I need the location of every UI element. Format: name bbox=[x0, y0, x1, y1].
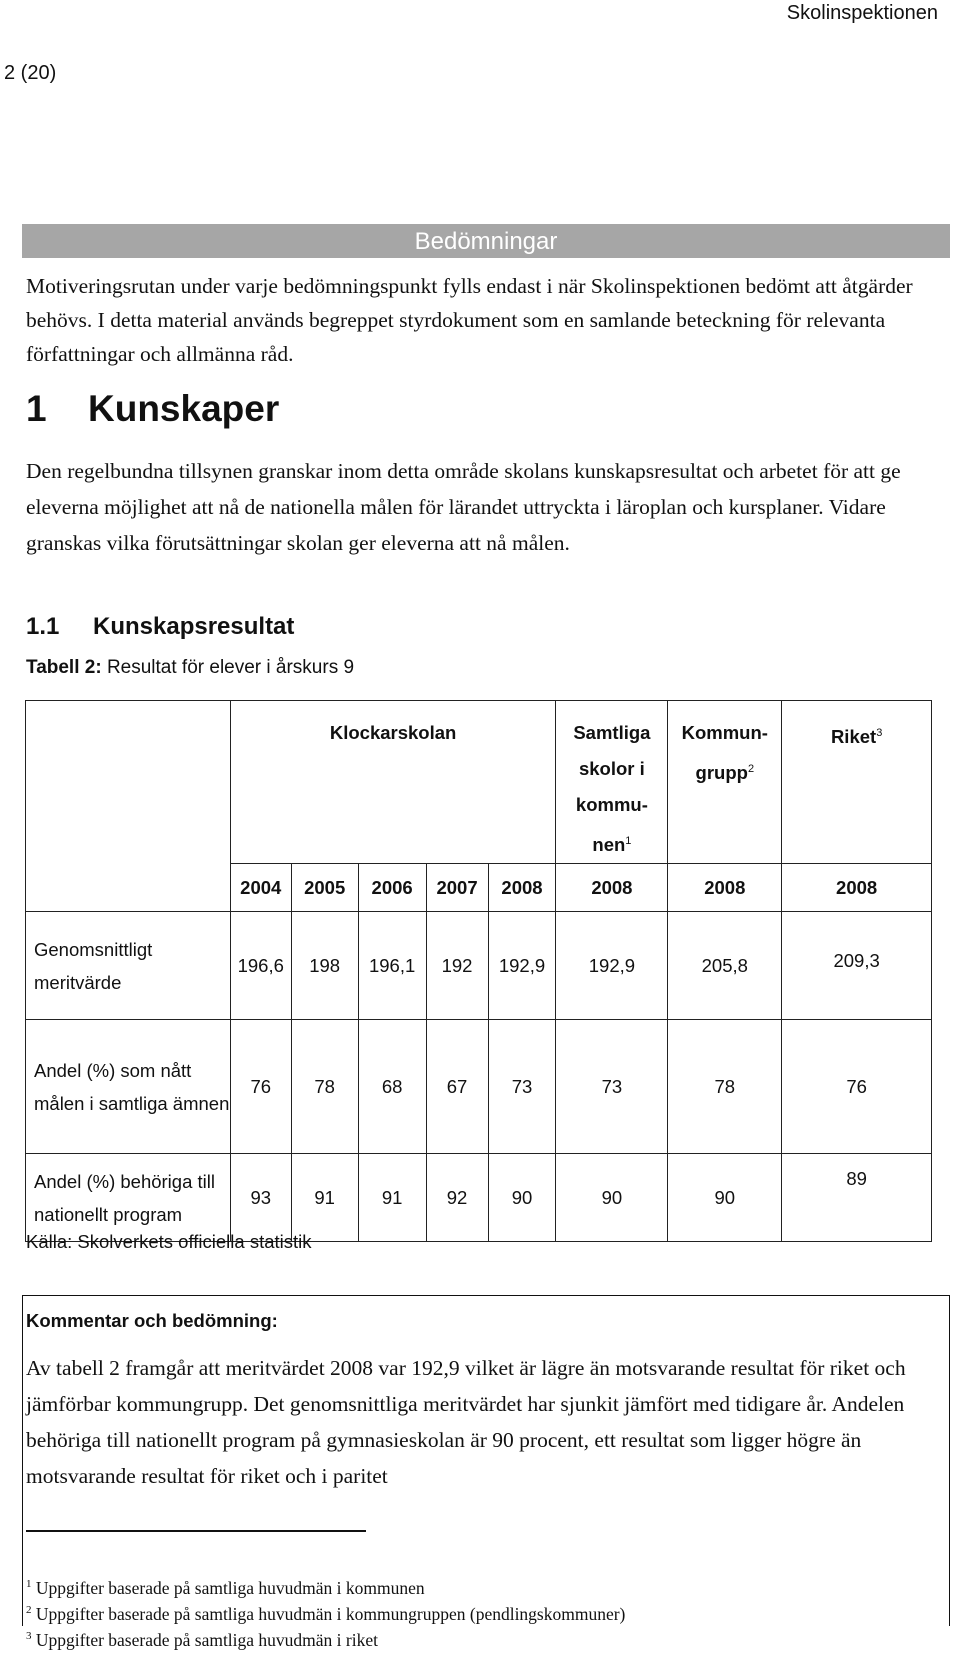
table-cell: 92 bbox=[426, 1154, 488, 1242]
header-municipality bbox=[556, 701, 668, 864]
table-cell: 91 bbox=[358, 1154, 426, 1242]
results-table bbox=[25, 700, 932, 1242]
subheading-number: 1.1 bbox=[26, 613, 60, 640]
table-row bbox=[26, 912, 932, 1020]
table-row bbox=[26, 1020, 932, 1154]
footnote-mark: 2 bbox=[26, 1604, 32, 1617]
footnote-text: Uppgifter baserade på samtliga huvudmän i kommunen bbox=[31, 1578, 425, 1598]
intro-paragraph: Motiveringsrutan under varje bedömningspunkt fylls endast i när Skolinspektionen bedömt att åtgärder behövs. I detta material används begreppet styrdokument som en samlande beteckning för relevanta författningar och allmänna råd. bbox=[26, 274, 913, 366]
table-corner-cell bbox=[26, 701, 231, 912]
year-cell: 2008 bbox=[488, 864, 556, 912]
table-cell: 192,9 bbox=[488, 912, 556, 1020]
comment-box bbox=[22, 1295, 950, 1626]
row-label: Genomsnittligt meritvärde bbox=[26, 912, 231, 1020]
footnote-ref-2: 2 bbox=[747, 763, 755, 775]
footnote-text: Uppgifter baserade på samtliga huvudmän i kommungruppen (pendlingskommuner) bbox=[31, 1604, 626, 1624]
footnote-mark: 1 bbox=[26, 1578, 32, 1591]
heading-number: 1 bbox=[26, 388, 47, 429]
footnote-ref-3: 3 bbox=[876, 727, 883, 739]
table-cell: 76 bbox=[782, 1020, 932, 1154]
heading-title: Kunskaper bbox=[88, 388, 280, 429]
table-cell: 198 bbox=[291, 912, 358, 1020]
footnote bbox=[26, 1604, 625, 1625]
table-cell: 68 bbox=[358, 1020, 426, 1154]
header-school: Klockarskolan bbox=[230, 701, 556, 864]
row-label: Andel (%) behöriga till nationellt program bbox=[26, 1154, 231, 1242]
organization-name: Skolinspektionen bbox=[786, 2, 938, 24]
footnote-divider bbox=[26, 1530, 366, 1532]
footnote bbox=[26, 1578, 425, 1599]
year-cell: 2008 bbox=[668, 864, 782, 912]
table-caption-text: Resultat för elever i årskurs 9 bbox=[101, 657, 355, 678]
header-group bbox=[668, 701, 782, 864]
table-header-row bbox=[26, 701, 932, 864]
year-cell: 2006 bbox=[358, 864, 426, 912]
table-cell: 73 bbox=[488, 1020, 556, 1154]
table-cell: 93 bbox=[230, 1154, 291, 1242]
table-cell: 192 bbox=[426, 912, 488, 1020]
footnote-text: Uppgifter baserade på samtliga huvudmän i riket bbox=[31, 1630, 378, 1650]
footnote bbox=[26, 1630, 378, 1651]
row-label: Andel (%) som nått målen i samtliga ämnen bbox=[26, 1020, 231, 1154]
table-cell: 90 bbox=[556, 1154, 668, 1242]
table-cell: 196,6 bbox=[230, 912, 291, 1020]
year-cell: 2005 bbox=[291, 864, 358, 912]
year-cell: 2004 bbox=[230, 864, 291, 912]
table-cell: 67 bbox=[426, 1020, 488, 1154]
heading-kunskapsresultat bbox=[26, 613, 294, 641]
kunskaper-paragraph: Den regelbundna tillsynen granskar inom detta område skolans kunskapsresultat och arbetet för att ge eleverna möjlighet att nå de nationella målen för lärandet uttryckta i läroplan och kursplaner. Vidare granskas vilka förutsättningar skolan ger eleverna att nå målen. bbox=[26, 459, 901, 555]
table-cell: 90 bbox=[488, 1154, 556, 1242]
section-bar bbox=[22, 224, 950, 258]
table-cell: 90 bbox=[668, 1154, 782, 1242]
table-cell: 89 bbox=[782, 1154, 932, 1242]
table-cell: 91 bbox=[291, 1154, 358, 1242]
header-nation-text: Riket bbox=[830, 726, 877, 748]
header-nation bbox=[782, 701, 932, 864]
header-group-text: Kommun-grupp bbox=[681, 722, 768, 784]
table-cell: 196,1 bbox=[358, 912, 426, 1020]
table-cell: 205,8 bbox=[668, 912, 782, 1020]
table-cell: 192,9 bbox=[556, 912, 668, 1020]
table-row bbox=[26, 1154, 932, 1242]
table-cell: 78 bbox=[668, 1020, 782, 1154]
year-cell: 2008 bbox=[556, 864, 668, 912]
subheading-title: Kunskapsresultat bbox=[93, 613, 295, 640]
footnote-mark: 3 bbox=[26, 1630, 32, 1643]
table-source: Källa: Skolverkets officiella statistik bbox=[26, 1231, 312, 1252]
footnote-ref-1: 1 bbox=[625, 835, 632, 847]
table-cell: 209,3 bbox=[782, 912, 932, 1020]
table-cell: 78 bbox=[291, 1020, 358, 1154]
comment-text: Av tabell 2 framgår att meritvärdet 2008 var 192,9 vilket är lägre än motsvarande resultat för riket och jämförbar kommungrupp. Det genomsnittliga meritvärdet har sjunkit jämfört med tidigare år. Andelen behöriga till nationellt program på gymnasieskolan är 90 procent, ett resultat som ligger högre än motsvarande resultat för riket och i paritet bbox=[26, 1356, 906, 1488]
heading-kunskaper bbox=[26, 388, 279, 430]
table-cell: 76 bbox=[230, 1020, 291, 1154]
comment-title: Kommentar och bedömning: bbox=[26, 1310, 278, 1331]
year-cell: 2007 bbox=[426, 864, 488, 912]
year-cell: 2008 bbox=[782, 864, 932, 912]
section-bar-title: Bedömningar bbox=[414, 228, 558, 255]
table-caption-label: Tabell 2: bbox=[26, 657, 102, 678]
table-cell: 73 bbox=[556, 1020, 668, 1154]
page-number: 2 (20) bbox=[4, 62, 57, 84]
header-municipality-text: Samtliga skolor i kommu-nen bbox=[573, 722, 651, 856]
table-caption bbox=[26, 657, 354, 679]
